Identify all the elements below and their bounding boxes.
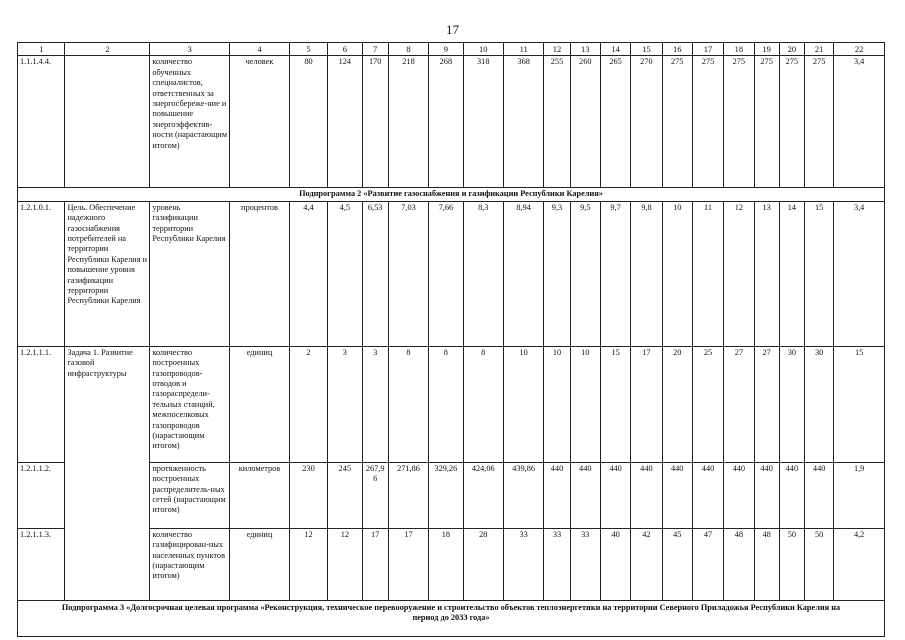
row-value: 265 xyxy=(600,56,630,188)
column-header: 10 xyxy=(463,43,503,56)
row-value: 48 xyxy=(754,528,779,600)
row-value: 4,4 xyxy=(289,201,327,346)
column-header: 18 xyxy=(724,43,754,56)
row-indicator: количество построенных газопроводов-отводов и газораспредели-тельных станций, межпоселковых газопроводов (нарастающим итогом) xyxy=(150,346,230,462)
row-value: 14 xyxy=(779,201,804,346)
column-header: 12 xyxy=(544,43,570,56)
row-value: 368 xyxy=(503,56,543,188)
row-value: 15 xyxy=(600,346,630,462)
row-value: 9,7 xyxy=(600,201,630,346)
row-value: 440 xyxy=(600,462,630,528)
row-value: 10 xyxy=(544,346,570,462)
row-value: 8 xyxy=(429,346,463,462)
row-value: 18 xyxy=(429,528,463,600)
row-value: 275 xyxy=(805,56,834,188)
column-header: 14 xyxy=(600,43,630,56)
row-value: 170 xyxy=(362,56,388,188)
row-value: 440 xyxy=(544,462,570,528)
subprogram-row xyxy=(18,600,885,636)
row-value: 15 xyxy=(805,201,834,346)
column-header: 13 xyxy=(570,43,600,56)
row-value: 40 xyxy=(600,528,630,600)
row-value: 27 xyxy=(754,346,779,462)
row-value: 9,8 xyxy=(631,201,662,346)
row-value: 33 xyxy=(544,528,570,600)
row-value: 230 xyxy=(289,462,327,528)
row-value: 8,94 xyxy=(503,201,543,346)
column-header: 3 xyxy=(150,43,230,56)
row-unit: человек xyxy=(230,56,290,188)
row-value: 12 xyxy=(289,528,327,600)
row-value: 17 xyxy=(631,346,662,462)
row-value: 270 xyxy=(631,56,662,188)
row-value: 33 xyxy=(503,528,543,600)
row-code: 1.1.1.4.4. xyxy=(18,56,65,188)
page-number: 17 xyxy=(446,22,459,37)
row-value: 6,53 xyxy=(362,201,388,346)
row-value: 47 xyxy=(692,528,723,600)
indicators-table xyxy=(17,42,885,637)
row-value: 4,2 xyxy=(834,528,885,600)
row-value: 275 xyxy=(662,56,692,188)
row-value: 424,06 xyxy=(463,462,503,528)
row-value: 275 xyxy=(779,56,804,188)
row-value: 33 xyxy=(570,528,600,600)
column-header: 19 xyxy=(754,43,779,56)
row-value: 245 xyxy=(328,462,362,528)
row-indicator: количество газифицирован-ных населенных пунктов (нарастающим итогом) xyxy=(150,528,230,600)
row-indicator: количество обученных специалистов, ответственных за энергосбереже-ние и повышение энергоэффектив-ности (нарастающим итогом) xyxy=(150,56,230,188)
row-value: 318 xyxy=(463,56,503,188)
row-goal: Задача 1. Развитие газовой инфраструктуры xyxy=(65,346,150,600)
row-value: 440 xyxy=(570,462,600,528)
row-value: 10 xyxy=(570,346,600,462)
row-code: 1.2.1.1.1. xyxy=(18,346,65,462)
row-value: 50 xyxy=(779,528,804,600)
row-unit: процентов xyxy=(230,201,290,346)
row-value: 440 xyxy=(631,462,662,528)
row-value: 12 xyxy=(724,201,754,346)
row-code: 1.2.1.1.2. xyxy=(18,462,65,528)
row-value: 42 xyxy=(631,528,662,600)
subprogram-title: Подпрограмма 2 «Развитие газоснабжения и газификации Республики Карелия» xyxy=(18,188,885,201)
row-value: 13 xyxy=(754,201,779,346)
column-header: 17 xyxy=(692,43,723,56)
row-value: 10 xyxy=(503,346,543,462)
table-row xyxy=(18,56,885,188)
row-value: 45 xyxy=(662,528,692,600)
row-value: 3,4 xyxy=(834,56,885,188)
row-code: 1.2.1.0.1. xyxy=(18,201,65,346)
table-row xyxy=(18,346,885,462)
column-header: 11 xyxy=(503,43,543,56)
row-value: 10 xyxy=(662,201,692,346)
row-value: 1,9 xyxy=(834,462,885,528)
row-value: 255 xyxy=(544,56,570,188)
row-value: 7,66 xyxy=(429,201,463,346)
row-unit: километров xyxy=(230,462,290,528)
row-value: 440 xyxy=(779,462,804,528)
column-header: 20 xyxy=(779,43,804,56)
column-header: 21 xyxy=(805,43,834,56)
row-value: 268 xyxy=(429,56,463,188)
row-value: 30 xyxy=(805,346,834,462)
row-value: 440 xyxy=(724,462,754,528)
column-header: 6 xyxy=(328,43,362,56)
row-value: 9,5 xyxy=(570,201,600,346)
row-value: 17 xyxy=(388,528,428,600)
row-value: 80 xyxy=(289,56,327,188)
row-value: 271,86 xyxy=(388,462,428,528)
row-goal: Цель. Обеспечение надежного газоснабжения потребителей на территории Республики Карелия и повышение уровня газификации территории Республики Карелия xyxy=(65,201,150,346)
row-value: 7,03 xyxy=(388,201,428,346)
row-value: 275 xyxy=(724,56,754,188)
row-value: 25 xyxy=(692,346,723,462)
row-value: 275 xyxy=(754,56,779,188)
row-value: 440 xyxy=(754,462,779,528)
row-value: 260 xyxy=(570,56,600,188)
row-indicator: уровень газификации территории Республики Карелия xyxy=(150,201,230,346)
row-value: 8 xyxy=(463,346,503,462)
row-value: 440 xyxy=(662,462,692,528)
row-value: 329,26 xyxy=(429,462,463,528)
row-indicator: протяженность построенных распределитель-ных сетей (нарастающим итогом) xyxy=(150,462,230,528)
row-value: 267,96 xyxy=(362,462,388,528)
row-value: 11 xyxy=(692,201,723,346)
row-value: 17 xyxy=(362,528,388,600)
column-header: 9 xyxy=(429,43,463,56)
row-value: 15 xyxy=(834,346,885,462)
table-row xyxy=(18,201,885,346)
row-value: 48 xyxy=(724,528,754,600)
subprogram-title: Подпрограмма 3 «Долгосрочная целевая программа «Реконструкция, техническое перевооружение и строительство объектов теплоэнергетики на территории Северного Приладожья Республики Карелия на период до 2033 года» xyxy=(18,600,885,636)
row-value: 20 xyxy=(662,346,692,462)
row-value: 124 xyxy=(328,56,362,188)
row-value: 3 xyxy=(362,346,388,462)
row-value: 3,4 xyxy=(834,201,885,346)
row-value: 28 xyxy=(463,528,503,600)
row-value: 8 xyxy=(388,346,428,462)
row-unit: единиц xyxy=(230,346,290,462)
row-value: 8,3 xyxy=(463,201,503,346)
column-header: 7 xyxy=(362,43,388,56)
column-header: 22 xyxy=(834,43,885,56)
row-value: 30 xyxy=(779,346,804,462)
header-row xyxy=(18,43,885,56)
column-header: 4 xyxy=(230,43,290,56)
row-unit: единиц xyxy=(230,528,290,600)
column-header: 15 xyxy=(631,43,662,56)
column-header: 1 xyxy=(18,43,65,56)
column-header: 5 xyxy=(289,43,327,56)
row-value: 12 xyxy=(328,528,362,600)
row-value: 27 xyxy=(724,346,754,462)
row-code: 1.2.1.1.3. xyxy=(18,528,65,600)
row-goal xyxy=(65,56,150,188)
column-header: 8 xyxy=(388,43,428,56)
subprogram-row xyxy=(18,188,885,201)
row-value: 218 xyxy=(388,56,428,188)
column-header: 16 xyxy=(662,43,692,56)
row-value: 50 xyxy=(805,528,834,600)
column-header: 2 xyxy=(65,43,150,56)
row-value: 4,5 xyxy=(328,201,362,346)
row-value: 440 xyxy=(805,462,834,528)
row-value: 440 xyxy=(692,462,723,528)
row-value: 9,3 xyxy=(544,201,570,346)
row-value: 2 xyxy=(289,346,327,462)
row-value: 439,86 xyxy=(503,462,543,528)
row-value: 3 xyxy=(328,346,362,462)
row-value: 275 xyxy=(692,56,723,188)
